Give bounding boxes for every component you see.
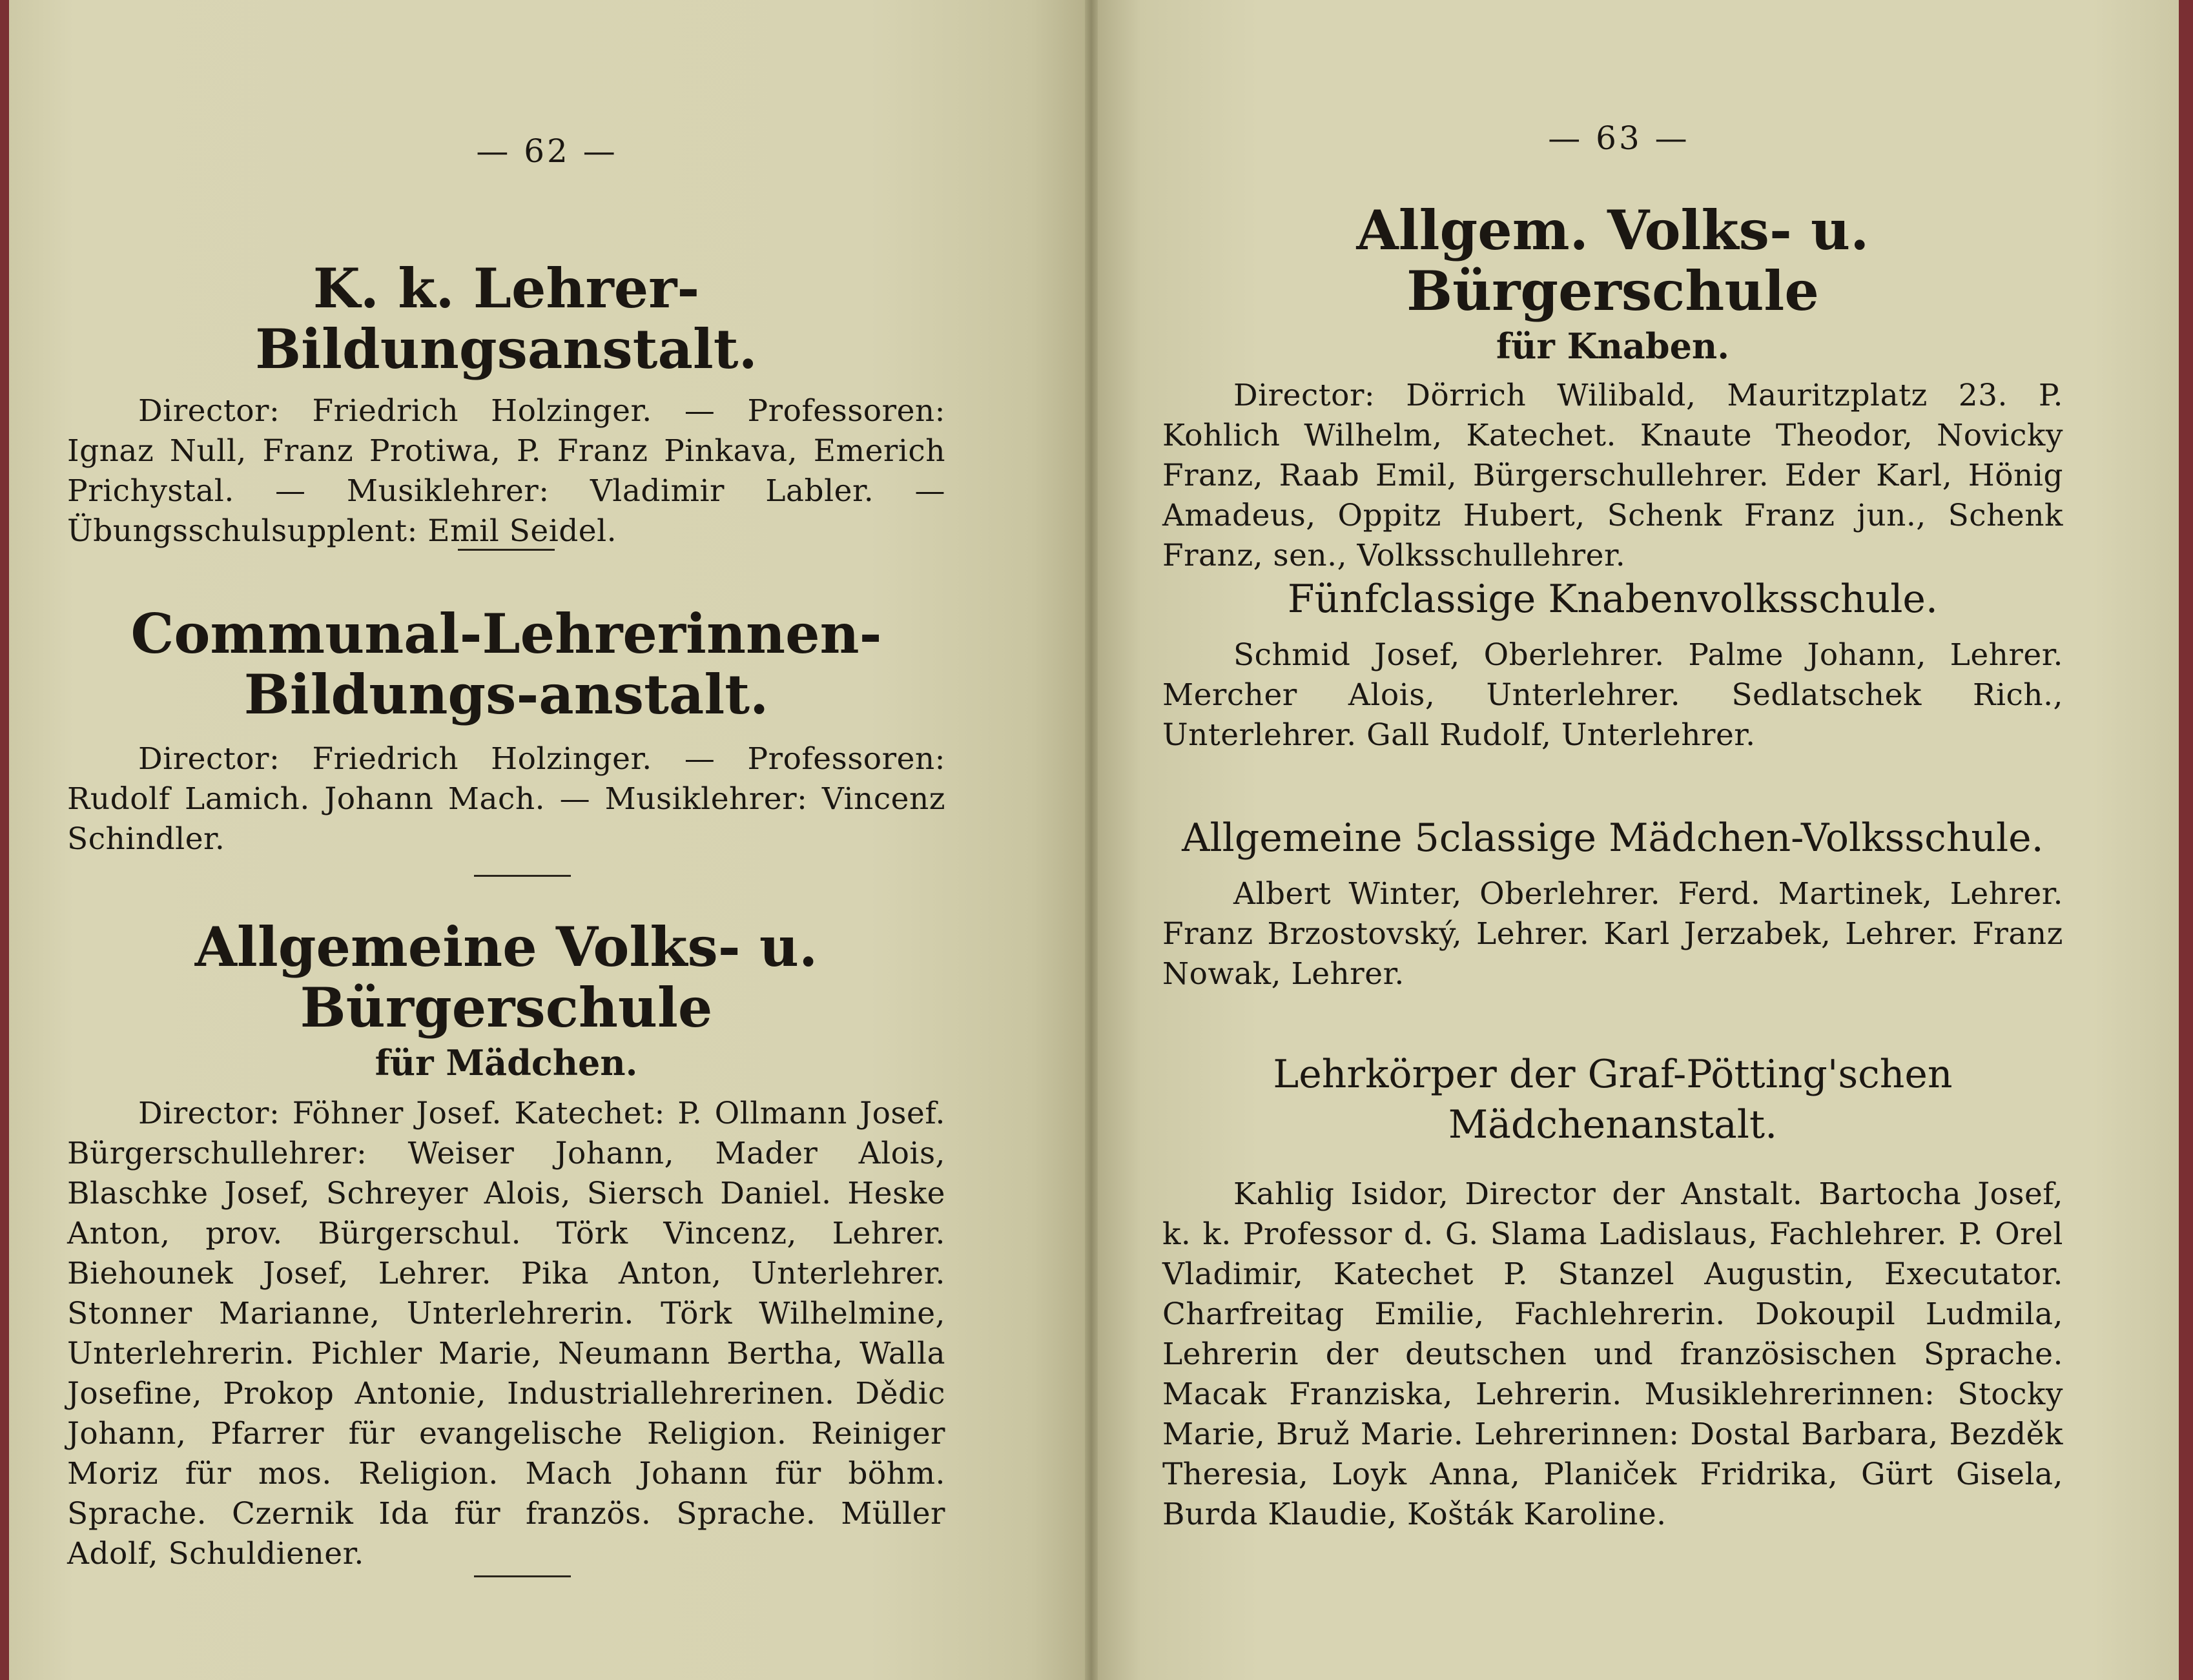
section-maedchen-buergerschule	[67, 917, 945, 1574]
section-heading: Allgem. Volks- u. Bürgerschule	[1356, 198, 1869, 323]
divider-rule	[474, 1575, 571, 1577]
section-text: Kahlig Isidor, Director der Anstalt. Bartocha Josef, k. k. Professor d. G. Slama Ladislaus, Fachlehrer. P. Orel Vladimir, Katechet P. Stanzel Augustin, Executator. Charfreitag Emilie, Fachlehrerin. Dokoupil Ludmila, Lehrerin der deutschen und französischen Sprache. Macak Franziska, Lehrerin. Musiklehrerinnen: Stocky Marie, Bruž Marie. Lehrerinnen: Dostal Barbara, Bezděk Theresia, Loyk Anna, Planiček Fridrika, Gürt Gisela, Burda Klaudie, Košták Karoline.	[1162, 1176, 2063, 1532]
section-knabenvolksschule	[1162, 578, 2063, 755]
page-number: — 62 —	[476, 132, 618, 170]
section-text: Director: Dörrich Wilibald, Mauritzplatz 23. P. Kohlich Wilhelm, Katechet. Knaute Theodor, Novicky Franz, Raab Emil, Bürgerschullehrer. Eder Karl, Hönig Amadeus, Oppitz Hubert, Schenk Franz jun., Schenk Franz, sen., Volksschullehrer.	[1162, 378, 2063, 574]
section-text: Director: Friedrich Holzinger. — Professoren: Ignaz Null, Franz Protiwa, P. Franz Pinkava, Emerich Prichystal. — Musiklehrer: Vladimir Labler. — Übungsschulsupplent: Emil Seidel.	[67, 393, 945, 549]
section-heading: K. k. Lehrer-Bildungsanstalt.	[255, 256, 757, 382]
section-subheading: für Knaben.	[1496, 325, 1729, 367]
section-text: Director: Friedrich Holzinger. — Professoren: Rudolf Lamich. Johann Mach. — Musiklehrer: Vincenz Schindler.	[67, 741, 945, 857]
section-maedchen-volksschule	[1162, 817, 2063, 994]
section-heading: Communal-Lehrerinnen-Bildungs-anstalt.	[130, 602, 882, 727]
left-page	[9, 0, 1085, 1680]
section-lehrer-bildungsanstalt	[67, 258, 945, 551]
divider-rule	[474, 875, 571, 877]
section-heading: Allgemeine 5classige Mädchen-Volksschule.	[1182, 815, 2044, 861]
section-lehrerinnen-bildungsanstalt	[67, 604, 945, 859]
book-gutter	[1085, 0, 1098, 1680]
section-text: Schmid Josef, Oberlehrer. Palme Johann, Lehrer. Mercher Alois, Unterlehrer. Sedlatschek Rich., Unterlehrer. Gall Rudolf, Unterlehrer.	[1162, 637, 2063, 753]
section-knaben-buergerschule	[1162, 200, 2063, 576]
section-text: Albert Winter, Oberlehrer. Ferd. Martinek, Lehrer. Franz Brzostovský, Lehrer. Karl Jerzabek, Lehrer. Franz Nowak, Lehrer.	[1162, 876, 2063, 992]
page-number: — 63 —	[1548, 119, 1690, 157]
divider-rule	[458, 549, 555, 551]
section-heading: Fünfclassige Knabenvolksschule.	[1287, 577, 1938, 622]
section-heading: Lehrkörper der Graf-Pötting'schen Mädchenanstalt.	[1273, 1052, 1953, 1147]
section-subheading: für Mädchen.	[375, 1042, 638, 1084]
section-heading: Allgemeine Volks- u. Bürgerschule	[194, 915, 818, 1040]
right-page	[1098, 0, 2179, 1680]
section-poetting-maedchenanstalt	[1162, 1049, 2063, 1535]
section-text: Director: Föhner Josef. Katechet: P. Ollmann Josef. Bürgerschullehrer: Weiser Johann, Mader Alois, Blaschke Josef, Schreyer Alois, Siersch Daniel. Heske Anton, prov. Bürgerschul. Törk Vincenz, Lehrer. Biehounek Josef, Lehrer. Pika Anton, Unterlehrer. Stonner Marianne, Unterlehrerin. Törk Wilhelmine, Unterlehrerin. Pichler Marie, Neumann Bertha, Walla Josefine, Prokop Antonie, Industriallehrerinen. Dědic Johann, Pfarrer für evangelische Religion. Reiniger Moriz für mos. Religion. Mach Johann für böhm. Sprache. Czernik Ida für französ. Sprache. Müller Adolf, Schuldiener.	[67, 1096, 945, 1572]
book-spread	[9, 0, 2179, 1680]
